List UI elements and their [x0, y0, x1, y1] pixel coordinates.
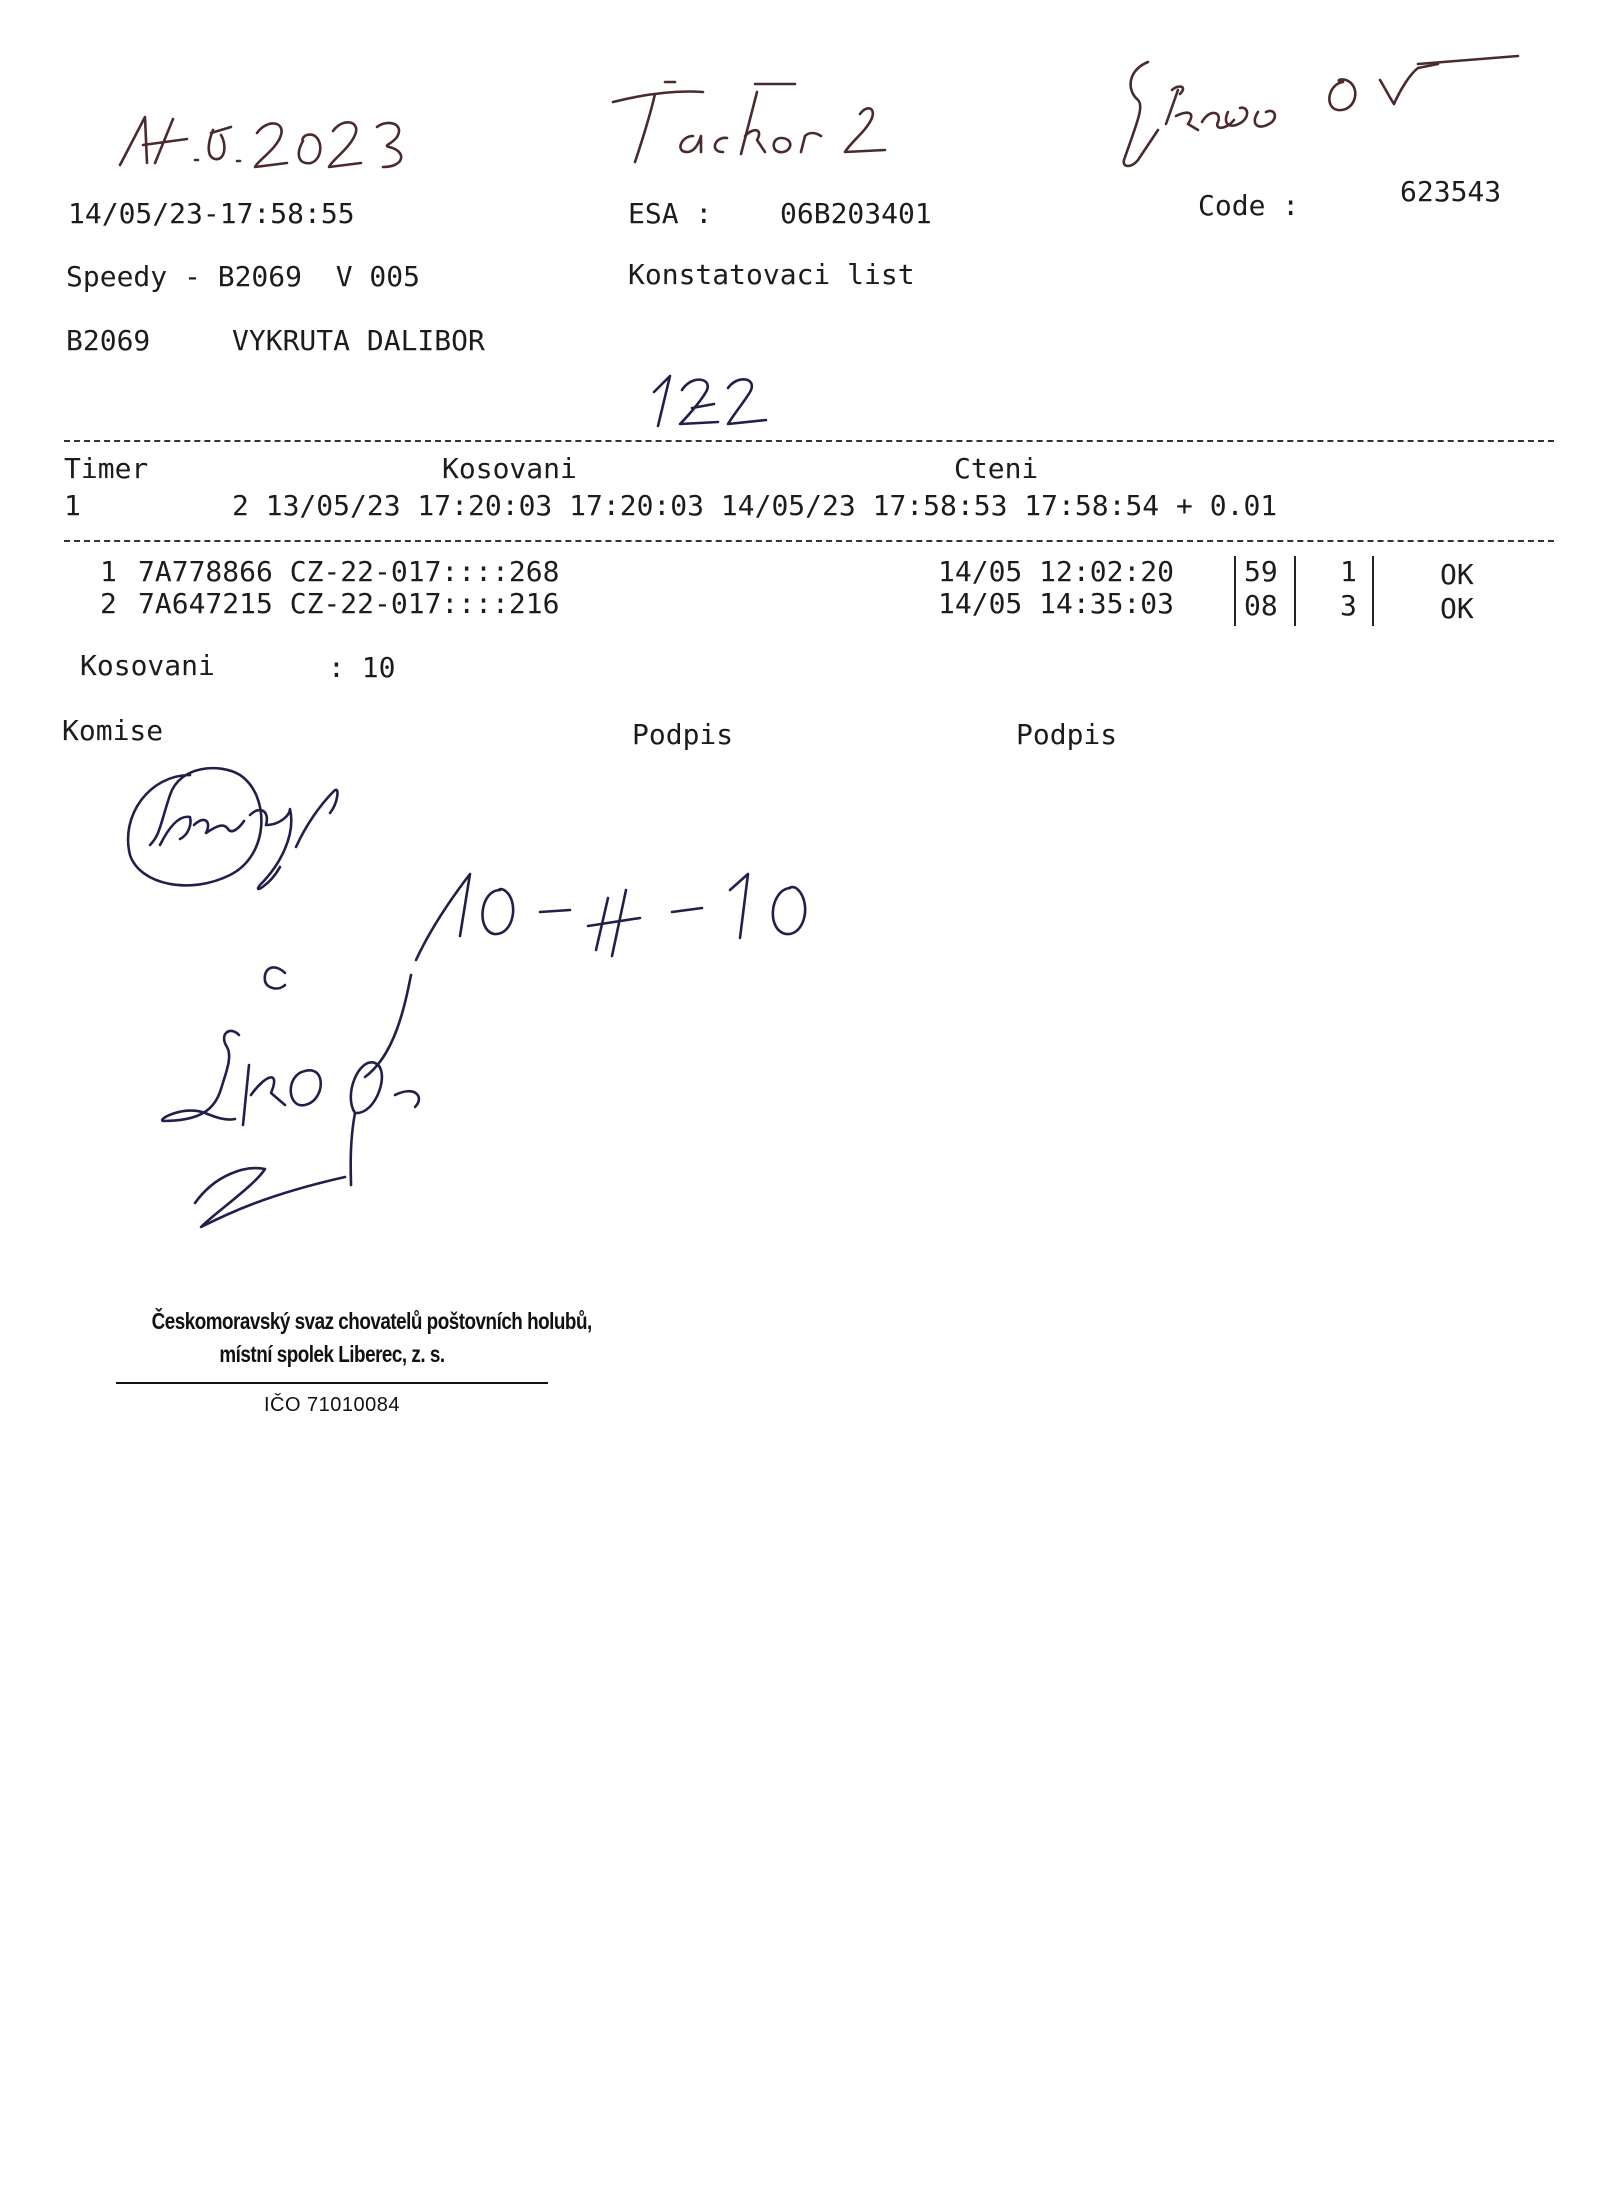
- stamp-line-2: místní spolek Liberec, z. s.: [219, 1341, 445, 1367]
- timer-values: 2 13/05/23 17:20:03 17:20:03 14/05/23 17:58:53 17:58:54 + 0.01: [232, 489, 1278, 522]
- device-info: Speedy - B2069 V 005: [66, 260, 421, 293]
- podpis-label-1: Podpis: [632, 718, 734, 751]
- podpis-label-2: Podpis: [1016, 718, 1118, 751]
- row-2-ring: 7A647215 CZ-22-017::::216: [138, 587, 560, 620]
- stamp-line-1: Českomoravský svaz chovatelů poštovních holubů,: [151, 1308, 592, 1334]
- row-2-no: 2: [100, 587, 117, 620]
- organization-stamp: [112, 1308, 592, 1417]
- row-1-no: 1: [100, 555, 117, 588]
- stamp-ico: IČO 71010084: [263, 1394, 401, 1416]
- timer-number: 1: [64, 489, 81, 522]
- kosovani-header: Kosovani: [442, 452, 577, 485]
- print-timestamp: 14/05/23-17:58:55: [68, 197, 355, 230]
- komise-label: Komise: [62, 714, 164, 747]
- row-2-arrival: 14/05 14:35:03: [938, 587, 1175, 620]
- document-type: Konstatovaci list: [628, 258, 915, 291]
- row-1-sep-c: [1372, 556, 1374, 592]
- code-label: Code :: [1198, 189, 1300, 222]
- kosovani-summary-value: : 10: [328, 651, 396, 684]
- row-1-c2: 1: [1340, 555, 1357, 588]
- member-name: VYKRUTA DALIBOR: [232, 324, 485, 357]
- row-2-sep-a: [1234, 590, 1236, 626]
- row-2-sep-b: [1294, 590, 1296, 626]
- signature-2: [155, 945, 515, 1235]
- esa-label: ESA :: [628, 197, 713, 230]
- row-1-status: OK: [1440, 558, 1474, 591]
- row-1-ring: 7A778866 CZ-22-017::::268: [138, 555, 560, 588]
- row-2-c1: 08: [1244, 589, 1278, 622]
- timer-header: Timer: [64, 452, 149, 485]
- divider-bottom: [64, 540, 1554, 542]
- cteni-header: Cteni: [954, 452, 1039, 485]
- row-1-c1: 59: [1244, 555, 1278, 588]
- row-1-arrival: 14/05 12:02:20: [938, 555, 1175, 588]
- handwritten-place: [605, 80, 905, 170]
- member-id: B2069: [66, 324, 151, 357]
- handwritten-date: [115, 105, 425, 185]
- kosovani-summary-label: Kosovani: [80, 649, 215, 682]
- esa-value: 06B203401: [780, 197, 932, 230]
- signature-1: [120, 755, 390, 905]
- row-1-sep-b: [1294, 556, 1296, 592]
- handwritten-region: [1118, 50, 1568, 180]
- handwritten-number: [648, 368, 778, 430]
- row-2-status: OK: [1440, 592, 1474, 625]
- code-value: 623543: [1400, 175, 1502, 208]
- row-2-c2: 3: [1340, 589, 1357, 622]
- row-2-sep-c: [1372, 590, 1374, 626]
- stamp-rule: [116, 1382, 548, 1384]
- divider-top: [64, 440, 1554, 442]
- row-1-sep-a: [1234, 556, 1236, 592]
